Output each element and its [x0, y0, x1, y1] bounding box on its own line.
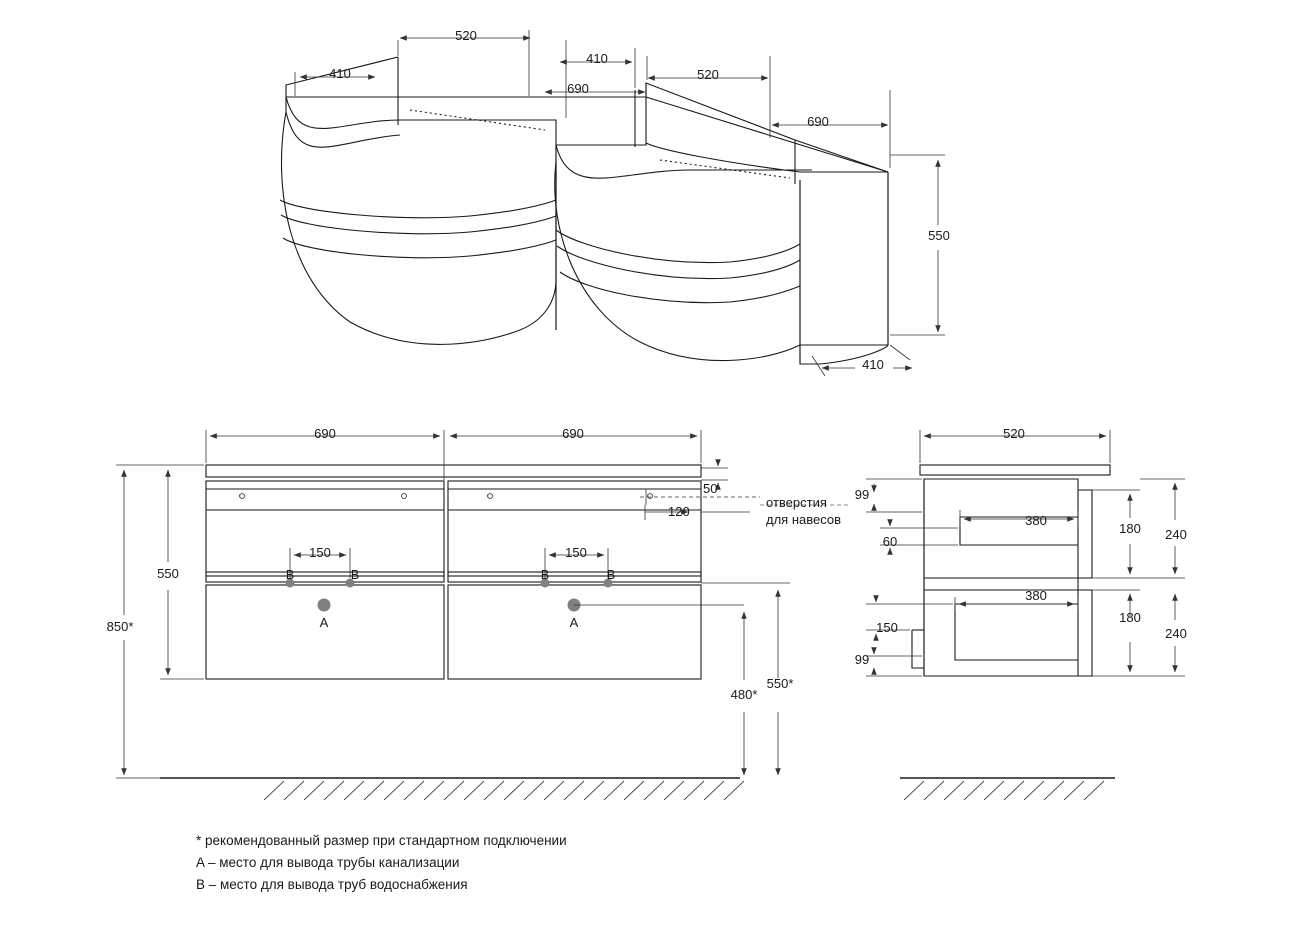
dim-front-50: 50	[703, 481, 718, 496]
dim-side-150: 150	[876, 620, 898, 635]
dim-side-60: 60	[882, 534, 898, 549]
dim-front-480: 480*	[730, 687, 758, 702]
front-floor-hatch	[264, 781, 744, 800]
dim-iso-690-right: 690	[807, 114, 829, 129]
callout-holes-line2: для навесов	[766, 512, 842, 527]
dim-front-550: 550	[157, 566, 179, 581]
dim-iso-520-left: 520	[455, 28, 477, 43]
side-floor-hatch	[904, 781, 1104, 800]
dim-iso-520-right: 520	[697, 67, 719, 82]
dim-side-180-bottom: 180	[1119, 610, 1141, 625]
side-view-cabinet	[912, 465, 1110, 676]
legend-b-note: B – место для вывода труб водоснабжения	[196, 877, 468, 892]
dim-iso-410-depth: 410	[862, 357, 884, 372]
dim-side-380-top: 380	[1025, 513, 1047, 528]
dim-side-520: 520	[1003, 426, 1025, 441]
marker-b-2: B	[350, 568, 360, 582]
dim-side-99-top: 99	[854, 487, 870, 502]
side-view-dimensions	[866, 430, 1185, 676]
front-view-outlets	[286, 579, 613, 612]
dim-side-240-bottom: 240	[1165, 626, 1187, 641]
dim-iso-550: 550	[928, 228, 950, 243]
dim-front-850: 850*	[106, 619, 134, 634]
dim-iso-410-mid: 410	[586, 51, 608, 66]
dim-front-150-left: 150	[309, 545, 331, 560]
marker-b-4: B	[606, 568, 616, 582]
marker-b-1: B	[285, 568, 295, 582]
marker-a-2: A	[569, 615, 579, 630]
dim-front-550-star: 550*	[766, 676, 794, 691]
front-view-dimensions	[116, 430, 790, 778]
marker-b-3: B	[540, 568, 550, 582]
marker-a-1: A	[319, 615, 329, 630]
isometric-dimensions	[295, 30, 945, 376]
legend-star-note: * рекомендованный размер при стандартном подключении	[196, 833, 567, 848]
dim-front-690-left: 690	[314, 426, 336, 441]
isometric-cabinet	[280, 57, 888, 364]
front-view-cabinet	[206, 465, 701, 679]
dim-front-690-right: 690	[562, 426, 584, 441]
callout-holes-line1: отверстия	[766, 495, 827, 510]
dim-front-150-right: 150	[565, 545, 587, 560]
dim-side-99-bottom: 99	[854, 652, 870, 667]
dim-iso-410-left: 410	[329, 66, 351, 81]
dim-front-120: 120	[668, 504, 690, 519]
dim-iso-690-mid: 690	[567, 81, 589, 96]
dim-side-380-bottom: 380	[1025, 588, 1047, 603]
dim-side-180-top: 180	[1119, 521, 1141, 536]
dim-side-240-top: 240	[1165, 527, 1187, 542]
legend-a-note: A – место для вывода трубы канализации	[196, 855, 460, 870]
